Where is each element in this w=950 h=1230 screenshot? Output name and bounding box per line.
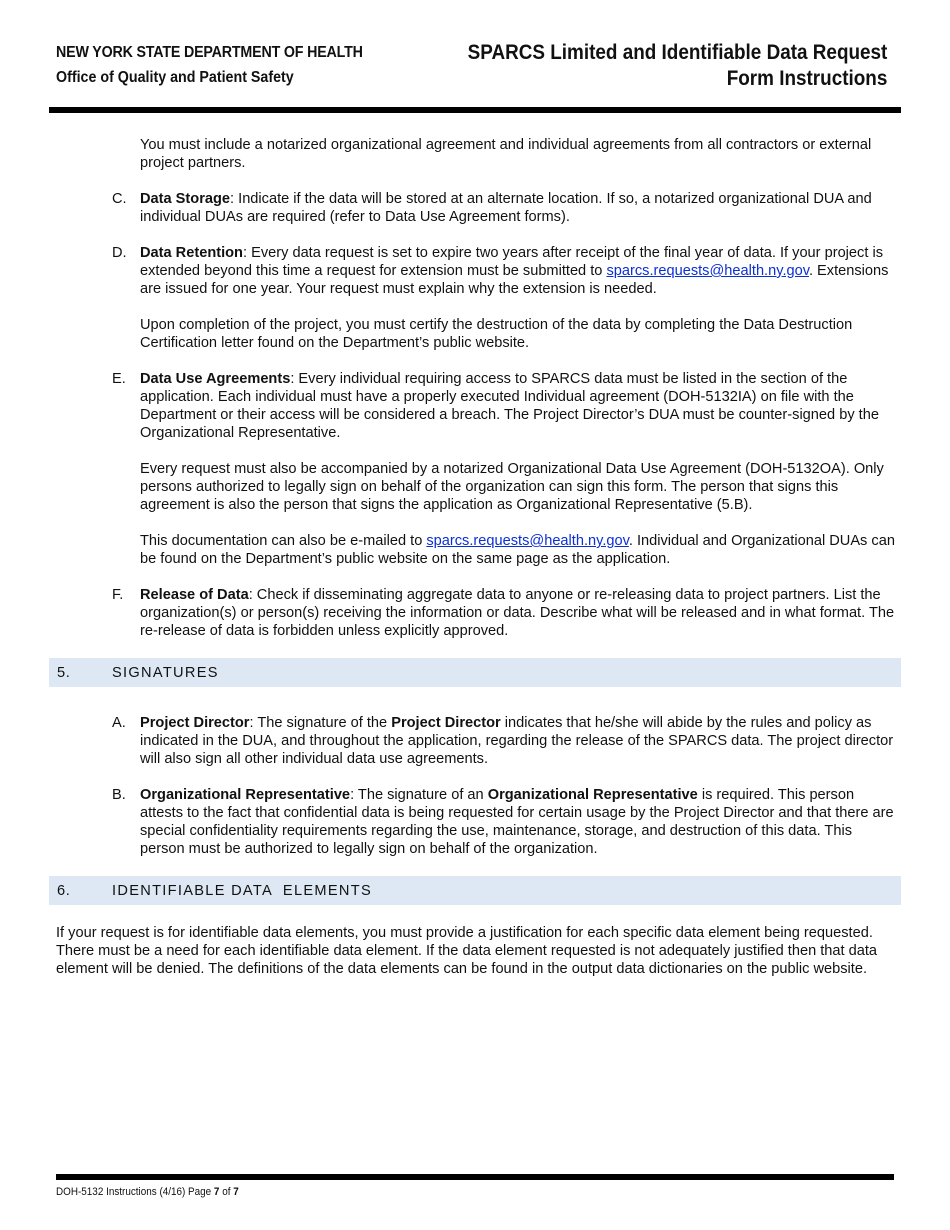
item-text: : Every data request is set to expire two years after receipt of the final year of data. If your project is extended beyond this time a request for extension must be submitted to [140,245,883,279]
agency-name: NEW YORK STATE DEPARTMENT OF HEALTH [56,44,363,61]
item-marker: F. [112,587,124,603]
header-title-block [421,40,887,92]
document-body [0,136,950,996]
item-term: Data Use Agreements [140,371,291,387]
section-title: SIGNATURES [112,665,219,681]
item-term: Data Retention [140,245,243,261]
item-marker: E. [112,371,126,387]
item-marker: D. [112,245,127,261]
item-marker: A. [112,715,126,731]
document-title-line1: SPARCS Limited and Identifiable Data Request [467,41,887,64]
section-number: 6. [57,883,71,899]
section-5-header [49,658,901,687]
footer-page-number: 7 [213,1186,220,1198]
item-term-inline: Organizational Representative [487,787,698,803]
footer-form-id: DOH-5132 Instructions (4/16) Page [56,1186,214,1198]
item-d-paragraph-2: Upon completion of the project, you must certify the destruction of the data by completing the Data Destruction Certification letter found on the Department’s public website. [140,317,853,351]
item-term: Release of Data [140,587,249,603]
item-c-data-storage [112,190,900,226]
item-text-continued: . Extensions are issued for one year. Your request must explain why the extension is needed. [140,263,889,297]
footer-of: of [219,1186,234,1198]
footer-rule [56,1174,894,1180]
item-e-paragraph-2: Every request must also be accompanied by a notarized Organizational Data Use Agreement (DOH-5132OA). Only persons authorized to legally sign on behalf of the organization can sign this form. The person that signs this agreement is also the person that signs the application as Organizational Representative (5.B). [140,461,884,513]
item-b-organizational-representative [112,786,900,858]
section-number: 5. [57,665,71,681]
intro-paragraph: You must include a notarized organizational agreement and individual agreements from all contractors or external project partners. [140,137,872,171]
item-e-paragraph-3 [140,532,900,568]
email-link[interactable]: sparcs.requests@health.ny.gov [426,533,629,549]
item-text: : Check if disseminating aggregate data to anyone or re-releasing data to project partners. List the organization(s) or person(s) receiving the information or data. Describe what will be released and in what format. The re-release of data is forbidden unless explicitly approved. [140,587,895,639]
item-marker: C. [112,191,127,207]
section-6-header [49,876,901,905]
office-name: Office of Quality and Patient Safety [56,69,294,86]
item-text: : The signature of the [249,715,392,731]
item-a-project-director [112,714,900,768]
item-term-inline: Project Director [391,715,501,731]
item-text: : Every individual requiring access to SPARCS data must be listed in the section of the application. Each individual must have a properly executed Individual agreement (DOH-5132IA) on file with the Department or their access will be considered a breach. The Project Director’s DUA must be counter-signed by the Organizational Representative. [140,371,879,441]
para-text-continued: . Individual and Organizational DUAs can be found on the Department’s public website on the same page as the application. [140,533,895,567]
email-link[interactable]: sparcs.requests@health.ny.gov [606,263,809,279]
item-text-continued: indicates that he/she will abide by the rules and policy as indicated in the DUA, and throughout the application, regarding the release of the SPARCS data. The project director will also sign all other individual data use agreements. [140,715,894,767]
item-marker: B. [112,787,126,803]
para-text: This documentation can also be e-mailed to [140,533,427,549]
item-f-release-of-data [112,586,900,640]
header-rule [49,107,901,113]
item-e-data-use-agreements [112,370,900,442]
item-d-data-retention [112,244,900,298]
header-agency-block [56,44,389,87]
section-title: IDENTIFIABLE DATA ELEMENTS [112,883,372,899]
item-text-continued: is required. This person attests to the fact that confidential data is being requested for certain usage by the Project Director and that there are special confidentiality requirements regarding the use, maintenance, storage, and destruction of this data. This person must be authorized to legally sign on behalf of the organization. [140,787,894,857]
item-term: Project Director [140,715,250,731]
footer-page-total: 7 [233,1186,239,1198]
item-text: : Indicate if the data will be stored at an alternate location. If so, a notarized organizational DUA and individual DUAs are required (refer to Data Use Agreement forms). [140,191,872,225]
item-term: Data Storage [140,191,231,207]
item-term: Organizational Representative [140,787,351,803]
section-6-body: If your request is for identifiable data elements, you must provide a justification for each specific data element being requested. There must be a need for each identifiable data element. If the data element requested is not adequately justified then that data element will be denied. The definitions of the data elements can be found in the output data dictionaries on the public website. [56,925,878,977]
item-text: : The signature of an [350,787,488,803]
page-footer [56,1186,239,1198]
document-title-line2: Form Instructions [726,67,887,90]
